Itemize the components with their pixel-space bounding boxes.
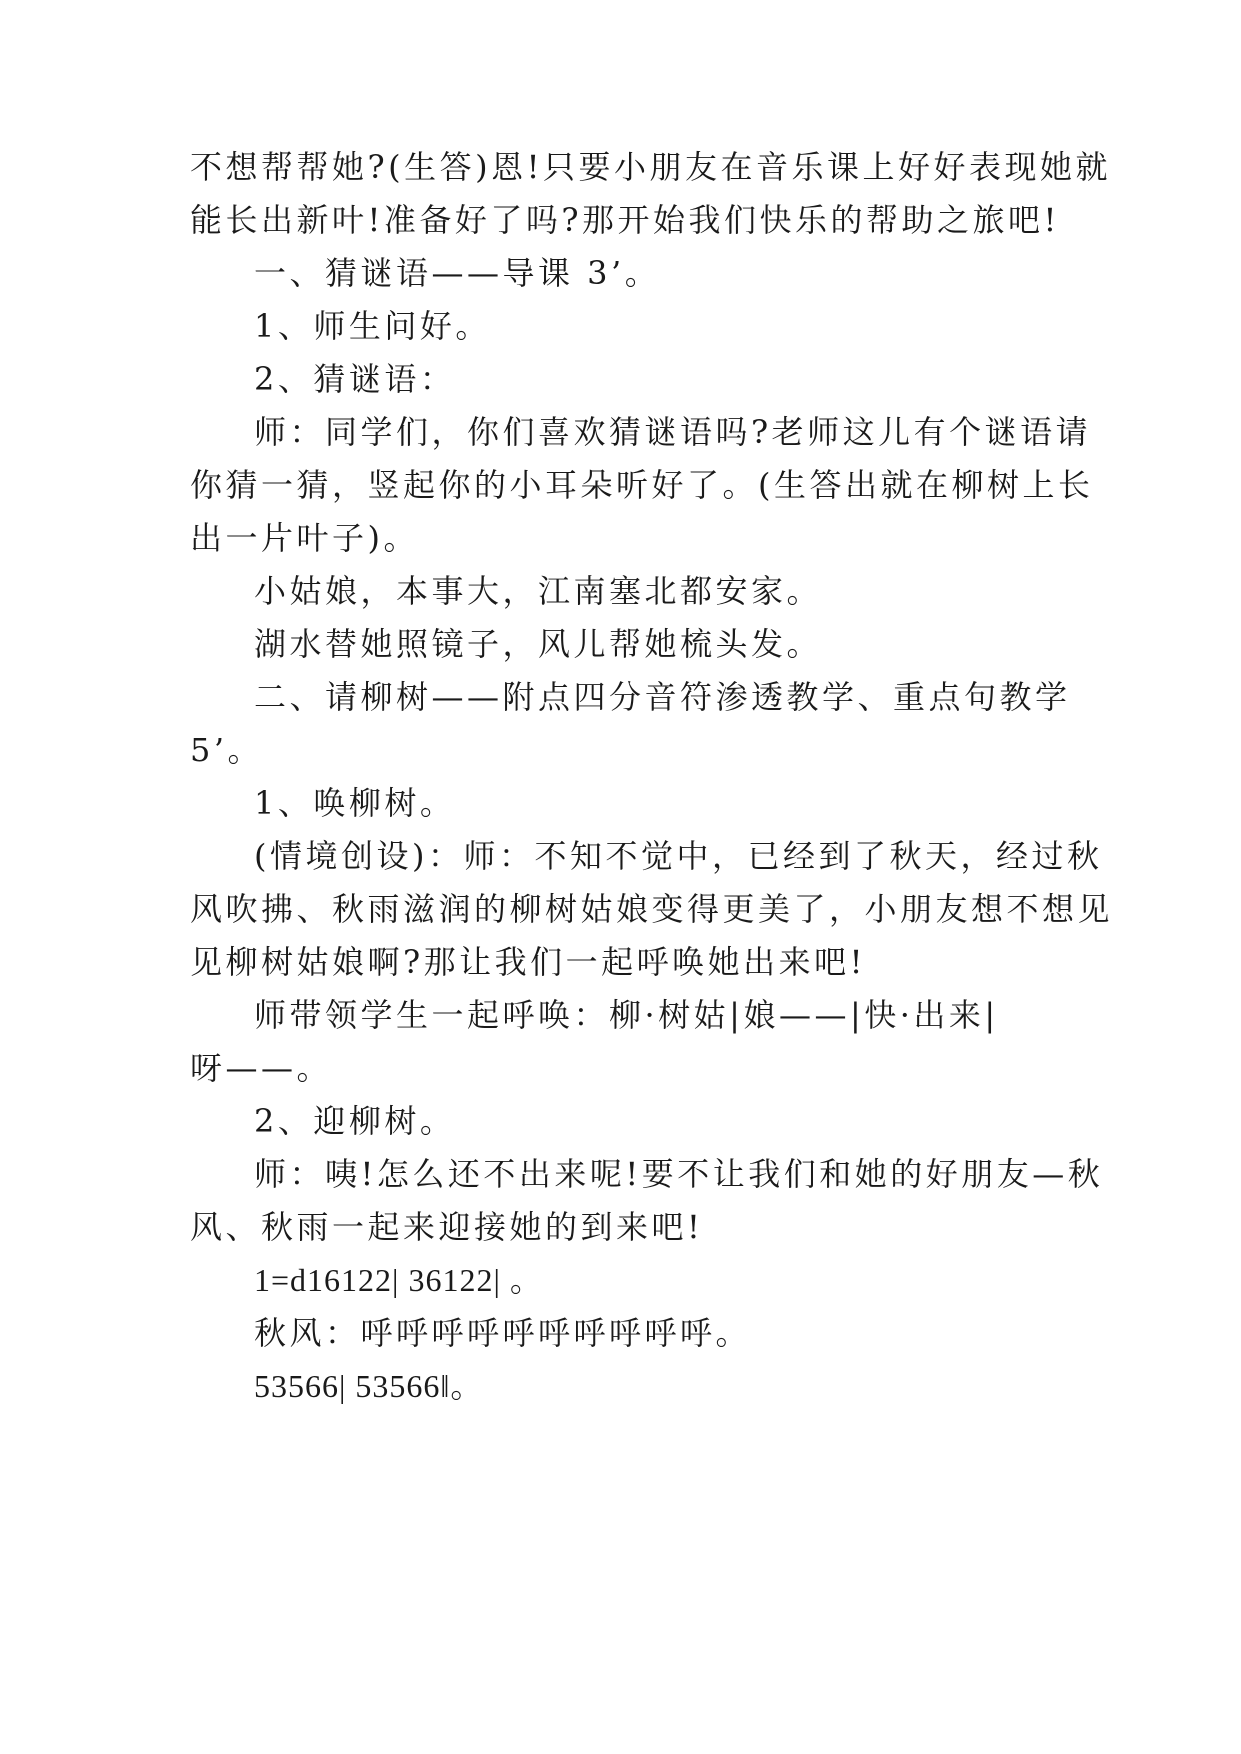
list-item: 1、唤柳树。 [254, 784, 456, 822]
paragraph-line: (情境创设)：师：不知不觉中，已经到了秋天，经过秋 [254, 837, 1103, 875]
notation-line: 1=d16122| 36122| 。 [254, 1262, 543, 1298]
section-heading: 二、请柳树——附点四分音符渗透教学、重点句教学 [254, 678, 1071, 716]
riddle-line: 湖水替她照镜子，风儿帮她梳头发。 [254, 625, 823, 663]
notation-line: 53566| 53566‖。 [254, 1368, 484, 1404]
paragraph-line: 风吹拂、秋雨滋润的柳树姑娘变得更美了，小朋友想不想见 [190, 890, 1114, 928]
paragraph-line: 能长出新叶!准备好了吗?那开始我们快乐的帮助之旅吧! [190, 201, 1060, 239]
list-item: 2、猜谜语： [254, 360, 456, 398]
paragraph-line: 你猜一猜，竖起你的小耳朵听好了。(生答出就在柳树上长 [190, 466, 1094, 504]
paragraph-line: 不想帮帮她?(生答)恩!只要小朋友在音乐课上好好表现她就 [190, 148, 1111, 186]
paragraph-line: 呀——。 [190, 1049, 333, 1087]
paragraph-line: 风、秋雨一起来迎接她的到来吧! [190, 1208, 704, 1246]
paragraph-line: 师：咦!怎么还不出来呢!要不让我们和她的好朋友—秋 [254, 1155, 1104, 1193]
list-item: 1、师生问好。 [254, 307, 491, 345]
paragraph-line: 师带领学生一起呼唤：柳·树姑|娘——|快·出来| [254, 996, 999, 1034]
riddle-line: 小姑娘，本事大，江南塞北都安家。 [254, 572, 823, 610]
paragraph-line: 出一片叶子)。 [190, 519, 419, 557]
paragraph-line: 见柳树姑娘啊?那让我们一起呼唤她出来吧! [190, 943, 867, 981]
paragraph-line: 秋风：呼呼呼呼呼呼呼呼呼呼。 [254, 1314, 752, 1352]
section-heading-continuation: 5’。 [190, 731, 264, 769]
paragraph-line: 师：同学们，你们喜欢猜谜语吗?老师这儿有个谜语请 [254, 413, 1092, 451]
section-heading: 一、猜谜语——导课 3’。 [254, 254, 661, 292]
list-item: 2、迎柳树。 [254, 1102, 456, 1140]
